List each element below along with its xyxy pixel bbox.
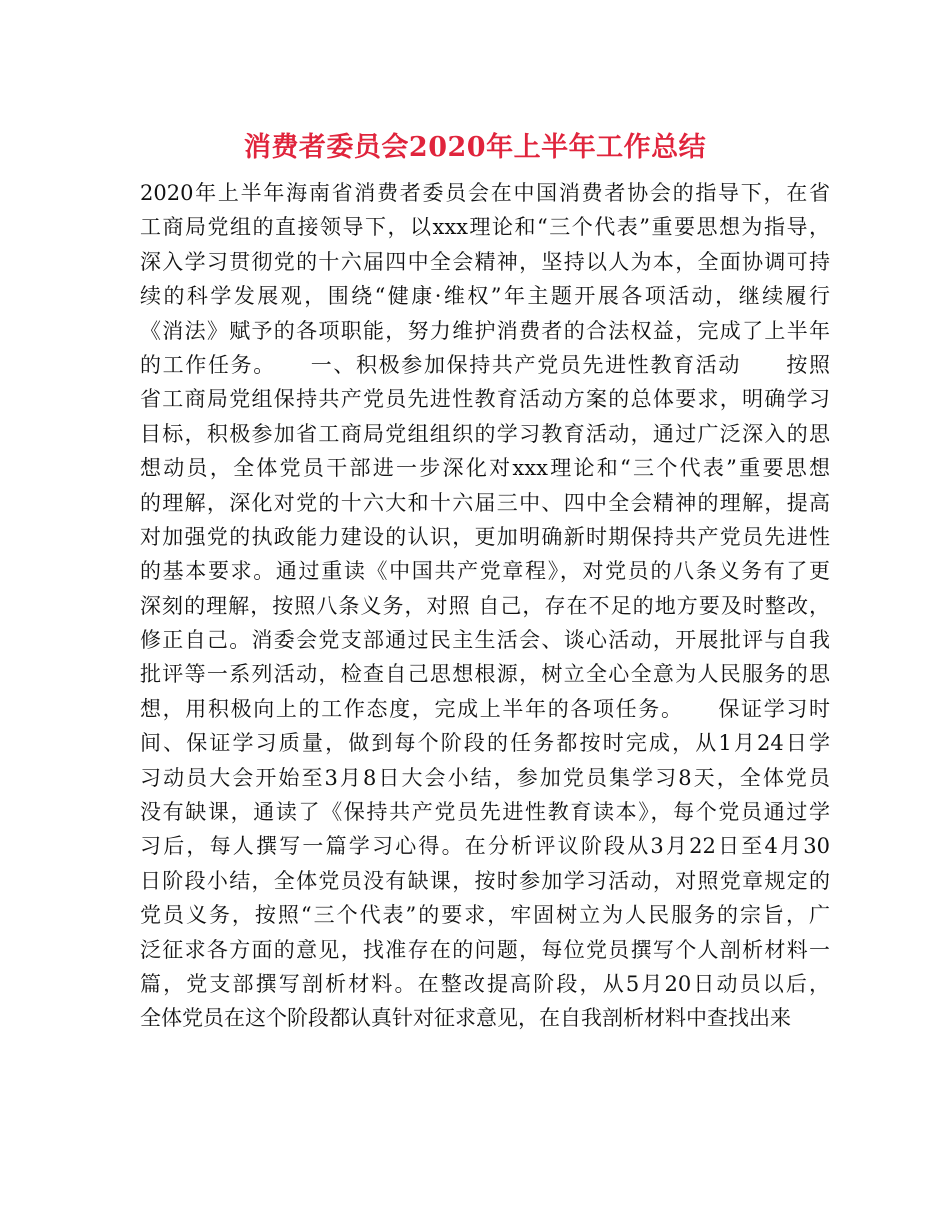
- body-line: 想，用积极向上的工作态度，完成上半年的各项任务。 保证学习时: [140, 696, 830, 721]
- body-line: 的理解，深化对党的十六大和十六届三中、四中全会精神的理解，提高: [140, 490, 830, 515]
- body-line: 对加强党的执政能力建设的认识，更加明确新时期保持共产党员先进性: [140, 524, 830, 549]
- body-line: 省工商局党组保持共产党员先进性教育活动方案的总体要求，明确学习: [140, 387, 830, 412]
- body-line: 工商局党组的直接领导下，以xxx理论和“三个代表”重要思想为指导，: [140, 215, 830, 240]
- page-title: 消费者委员会2020年上半年工作总结: [243, 132, 707, 163]
- body-line: 篇，党支部撰写剖析材料。在整改提高阶段，从5月20日动员以后，: [140, 971, 830, 996]
- body-line: 全体党员在这个阶段都认真针对征求意见，在自我剖析材料中查找出来: [140, 1006, 791, 1031]
- body-line: 间、保证学习质量，做到每个阶段的任务都按时完成，从1月24日学: [140, 731, 830, 756]
- body-line: 习动员大会开始至3月8日大会小结，参加党员集学习8天，全体党员: [140, 765, 830, 790]
- body-line: 2020年上半年海南省消费者委员会在中国消费者协会的指导下，在省: [140, 181, 830, 205]
- body-line: 《消法》赋予的各项职能，努力维护消费者的合法权益，完成了上半年: [140, 318, 830, 343]
- body-line: 泛征求各方面的意见，找准存在的问题，每位党员撰写个人剖析材料一: [140, 937, 830, 962]
- body-line: 党员义务，按照“三个代表”的要求，牢固树立为人民服务的宗旨，广: [140, 903, 830, 928]
- body-line: 修正自己。消委会党支部通过民主生活会、谈心活动，开展批评与自我: [140, 628, 830, 653]
- body-line: 续的科学发展观，围绕“健康·维权”年主题开展各项活动，继续履行: [140, 284, 830, 309]
- document-body: [140, 176, 830, 1036]
- body-line: 深入学习贯彻党的十六届四中全会精神，坚持以人为本，全面协调可持: [140, 249, 830, 274]
- body-line: 日阶段小结，全体党员没有缺课，按时参加学习活动，对照党章规定的: [140, 868, 830, 893]
- body-line: 没有缺课，通读了《保持共产党员先进性教育读本》，每个党员通过学: [140, 800, 830, 825]
- body-line: 想动员，全体党员干部进一步深化对xxx理论和“三个代表”重要思想: [140, 456, 830, 481]
- body-line: 习后，每人撰写一篇学习心得。在分析评议阶段从3月22日至4月30: [140, 834, 830, 859]
- body-line: 的基本要求。通过重读《中国共产党章程》，对党员的八条义务有了更: [140, 559, 830, 584]
- body-line: 的工作任务。 一、积极参加保持共产党员先进性教育活动 按照: [140, 352, 830, 377]
- body-line: 批评等一系列活动，检查自己思想根源，树立全心全意为人民服务的思: [140, 662, 830, 687]
- body-line: 深刻的理解，按照八条义务，对照 自己，存在不足的地方要及时整改，: [140, 593, 830, 618]
- body-line: 目标，积极参加省工商局党组组织的学习教育活动，通过广泛深入的思: [140, 421, 830, 446]
